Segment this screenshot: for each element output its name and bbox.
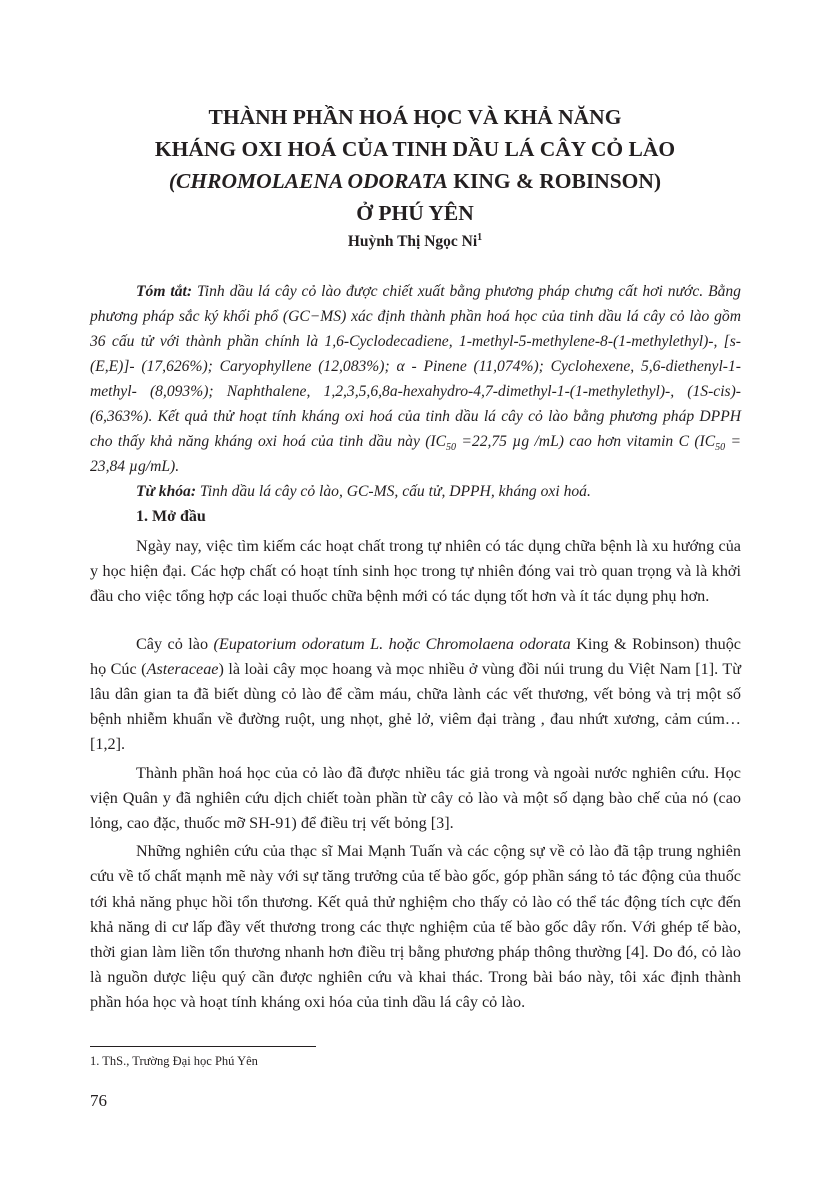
title-line: Ở PHÚ YÊN (356, 201, 474, 225)
paragraph: Ngày nay, việc tìm kiếm các hoạt chất trong tự nhiên có tác dụng chữa bệnh là xu hướng của y học hiện đại. Các hợp chất có hoạt tính sinh học trong tự nhiên đóng vai trò quan trọng và là khởi đầu cho việc tổng hợp các loại thuốc chữa bệnh mới có tác dụng tốt hơn và ít tác dụng phụ hơn. (90, 537, 741, 606)
subscript: 50 (446, 442, 457, 454)
text: ) là loài cây mọc hoang và mọc nhiều ở vùng đồi núi trung du Việt Nam [1]. Từ lâu dân gian ta đã biết dùng cỏ lào để cầm máu, chữa lành các vết thương, vết bỏng và trị một số bệnh nhiễm khuẩn về đường ruột, ung nhọt, ghẻ lở, viêm đại tràng , đau nhứt xương, cảm cúm… [1,2]. (90, 659, 741, 754)
text: King & Robinson) thuộc họ Cúc ( (90, 634, 741, 678)
subscript: 50 (715, 442, 726, 454)
title-line: KHÁNG OXI HOÁ CỦA TINH DẦU LÁ CÂY CỎ LÀO (154, 137, 676, 161)
abstract-text: = 23,84 µg/mL). (90, 433, 742, 475)
abstract (90, 279, 741, 479)
footnote-divider (90, 1046, 316, 1047)
keywords-label: Từ khóa: (136, 483, 197, 500)
section-heading: 1. Mở đầu (136, 508, 206, 525)
family-name: Asteraceae (146, 659, 219, 678)
paragraph (90, 632, 741, 758)
abstract-label: Tóm tắt: (136, 283, 193, 300)
page-number: 76 (90, 1090, 107, 1110)
title-species: (CHROMOLAENA ODORATA (168, 169, 448, 193)
abstract-text: =22,75 µg /mL) cao hơn vitamin C (IC (456, 433, 716, 450)
title-line (60, 165, 770, 197)
abstract-text: Tinh dầu lá cây cỏ lào được chiết xuất bằng phương pháp chưng cất hơi nước. Bằng phương pháp sắc ký khối phổ (GC−MS) xác định thành phần hoá học của tinh dầu lá cây cỏ lào gồm 36 cấu tử với thành phần chính là 1,6-Cyclodecadiene, 1-methyl-5-methylene-8-(1-methylethyl)-, [s-(E,E)]- (17,626%); Caryophyllene (12,083%); α - Pinene (11,074%); Cyclohexene, 5,6-diethenyl-1-methyl- (8,093%); Naphthalene, 1,2,3,5,6,8a-hexahydro-4,7-dimethyl-1-(1-methylethyl)-, (1S-cis)- (6,363%). Kết quả thử hoạt tính kháng oxi hoá của tinh dầu lá cây cỏ lào bằng phương pháp DPPH cho thấy khả năng kháng oxi hoá của tinh dầu này (IC (90, 283, 741, 450)
keywords-text: Tinh dầu lá cây cỏ lào, GC-MS, cấu tử, DPPH, kháng oxi hoá. (196, 483, 591, 500)
keywords (90, 479, 741, 504)
author (0, 232, 830, 252)
paper-title (60, 101, 770, 229)
footnote: 1. ThS., Trường Đại học Phú Yên (90, 1053, 258, 1068)
title-line: THÀNH PHẦN HOÁ HỌC VÀ KHẢ NĂNG (208, 105, 622, 129)
title-authority: KING & ROBINSON) (453, 169, 662, 193)
author-footnote-mark: 1 (477, 231, 483, 243)
text: Cây cỏ lào (136, 634, 214, 653)
paragraph: Những nghiên cứu của thạc sĩ Mai Mạnh Tuấn và các cộng sự về cỏ lào đã tập trung nghiên cứu về tố chất mạnh mẽ này với sự tăng trưởng của tế bào gốc, góp phần sáng tỏ tác động của thuốc tới khả năng phục hồi tổn thương. Kết quả thử nghiệm cho thấy cỏ lào có thể tác động tích cực đến khả năng di cư lấp đầy vết thương trong các thực nghiệm của tế bào gốc dây rốn. Với ghép tế bào, thời gian làm liền tổn thương nhanh hơn điều trị bằng phương pháp thông thường [4]. Do đó, cỏ lào là nguồn dược liệu quý cần được nghiên cứu và khai thác. Trong bài báo này, tôi xác định thành phần hóa học và hoạt tính kháng oxi hóa của tinh dầu lá cây cỏ lào. (90, 842, 741, 1012)
species-name: (Eupatorium odoratum L. hoặc Chromolaena odorata (213, 634, 571, 653)
author-name: Huỳnh Thị Ngọc Ni (347, 233, 478, 250)
paragraph: Thành phần hoá học của cỏ lào đã được nhiều tác giả trong và ngoài nước nghiên cứu. Học viện Quân y đã nghiên cứu dịch chiết toàn phần từ cây cỏ lào và một số dạng bào chế của nó (cao lỏng, cao đặc, thuốc mỡ SH-91) để điều trị vết bỏng [3]. (90, 763, 741, 833)
